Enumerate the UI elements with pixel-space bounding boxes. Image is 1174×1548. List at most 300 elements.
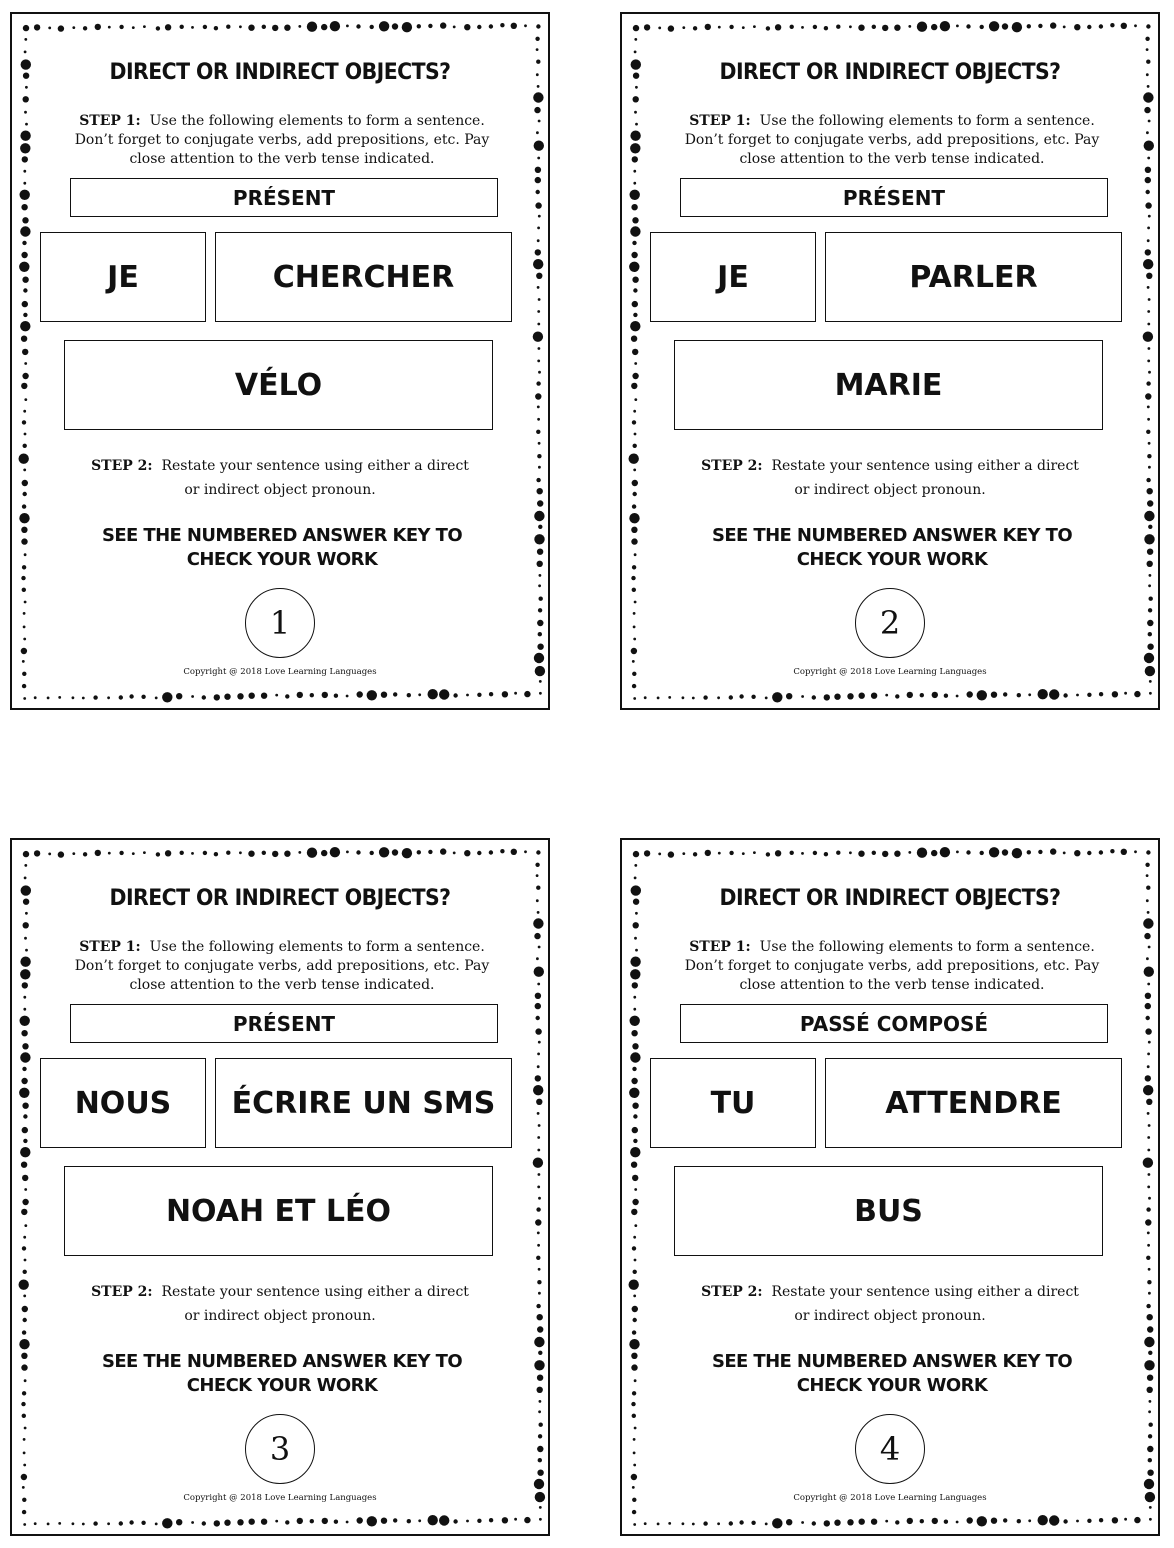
border-dot — [634, 51, 637, 54]
border-dot — [536, 899, 539, 902]
border-dot — [21, 885, 31, 895]
border-dot — [524, 691, 530, 697]
border-dot — [22, 1246, 26, 1250]
border-dot — [1149, 597, 1153, 601]
border-dot — [537, 418, 540, 421]
border-dot — [156, 26, 160, 30]
border-dot — [202, 1521, 206, 1525]
border-dot — [1147, 1149, 1150, 1152]
border-dot — [23, 1008, 26, 1011]
tense-box: PRÉSENT — [680, 178, 1108, 217]
border-dot — [107, 1522, 110, 1525]
border-dot — [629, 1339, 639, 1349]
step1-text: Use the following elements to form a sentence. Don’t forget to conjugate verbs, add prepositions, etc. Pay close attention to the verb tense indicated. — [74, 113, 490, 167]
subject-box: NOUS — [40, 1058, 206, 1148]
border-dot — [534, 141, 544, 151]
border-dot — [1145, 1003, 1151, 1009]
border-dot — [717, 1522, 720, 1525]
border-dot — [537, 239, 540, 242]
border-dot — [989, 21, 999, 31]
border-dot — [1087, 1519, 1091, 1523]
border-dot — [1148, 1173, 1151, 1176]
border-dot — [1146, 24, 1150, 28]
border-dot — [22, 373, 28, 379]
border-dot — [1074, 850, 1080, 856]
border-dot — [632, 1103, 638, 1109]
border-dot — [533, 92, 543, 102]
border-dot — [22, 684, 26, 688]
border-dot — [537, 983, 540, 986]
task-card-1 — [10, 12, 550, 710]
border-dot — [1149, 692, 1152, 695]
border-dot — [682, 26, 685, 29]
border-dot — [1146, 273, 1152, 279]
border-dot — [535, 249, 541, 255]
border-dot — [533, 1085, 543, 1095]
border-dot — [1038, 850, 1042, 854]
border-dot — [718, 852, 721, 855]
border-dot — [356, 850, 360, 854]
border-dot — [275, 694, 278, 697]
border-dot — [1144, 1337, 1154, 1347]
border-dot — [34, 696, 37, 699]
border-dot — [1146, 886, 1150, 890]
border-dot — [1147, 1053, 1150, 1056]
border-dot — [1147, 644, 1153, 650]
border-dot — [533, 1158, 543, 1168]
border-dot — [1145, 1028, 1151, 1034]
border-dot — [1146, 874, 1149, 877]
border-dot — [634, 362, 637, 365]
border-dot — [19, 454, 29, 464]
border-dot — [1147, 323, 1150, 326]
border-dot — [536, 273, 542, 279]
border-dot — [21, 1353, 27, 1359]
border-dot — [692, 1523, 695, 1526]
border-dot — [932, 692, 938, 698]
object-box: BUS — [674, 1166, 1103, 1256]
border-dot — [330, 21, 340, 31]
border-dot — [1145, 37, 1149, 41]
copyright: Copyright @ 2018 Love Learning Languages — [793, 1493, 987, 1503]
border-dot — [23, 1114, 27, 1118]
step2-instructions — [82, 1280, 478, 1328]
border-dot — [22, 1414, 26, 1418]
border-dot — [956, 695, 959, 698]
border-dot — [23, 182, 26, 185]
border-dot — [514, 1518, 517, 1521]
border-dot — [537, 1186, 540, 1189]
border-dot — [634, 398, 637, 401]
border-dot — [1143, 92, 1153, 102]
border-dot — [631, 538, 637, 544]
border-dot — [534, 511, 544, 521]
border-dot — [537, 620, 543, 626]
step2-instructions — [692, 454, 1088, 502]
border-dot — [944, 694, 948, 698]
border-dot — [812, 1521, 816, 1525]
border-dot — [93, 1521, 97, 1525]
border-dot — [34, 1522, 37, 1525]
border-dot — [1147, 239, 1150, 242]
border-dot — [534, 1360, 544, 1370]
border-dot — [1147, 500, 1153, 506]
border-dot — [729, 851, 733, 855]
border-dot — [668, 1522, 671, 1525]
border-dot — [23, 1464, 26, 1467]
border-dot — [1148, 466, 1151, 469]
border-dot — [22, 349, 28, 355]
border-dot — [20, 190, 30, 200]
border-dot — [1144, 511, 1154, 521]
border-dot — [393, 692, 397, 696]
border-dot — [537, 1314, 543, 1320]
border-dot — [535, 1075, 541, 1081]
border-dot — [20, 321, 30, 331]
border-dot — [633, 1295, 636, 1298]
border-dot — [24, 864, 27, 867]
border-dot — [537, 1375, 543, 1381]
border-dot — [1121, 849, 1127, 855]
border-dot — [634, 864, 637, 867]
border-dot — [632, 480, 638, 486]
border-dot — [224, 1520, 230, 1526]
border-dot — [537, 500, 543, 506]
border-dot — [537, 1470, 543, 1476]
border-dot — [22, 277, 28, 283]
border-dot — [1027, 24, 1031, 28]
border-dot — [19, 1339, 29, 1349]
border-dot — [1145, 993, 1151, 999]
border-dot — [20, 1147, 30, 1157]
border-dot — [346, 25, 349, 28]
border-dot — [1148, 525, 1152, 529]
border-dot — [1149, 1506, 1152, 1509]
border-dot — [631, 336, 637, 342]
border-dot — [1144, 107, 1150, 113]
border-dot — [226, 25, 230, 29]
border-dot — [165, 850, 171, 856]
border-dot — [966, 24, 970, 28]
border-dot — [537, 1112, 540, 1115]
border-dot — [1148, 442, 1151, 445]
border-dot — [536, 131, 539, 134]
border-dot — [24, 38, 27, 41]
border-dot — [108, 852, 111, 855]
border-dot — [634, 38, 637, 41]
border-dot — [22, 504, 26, 508]
border-dot — [203, 25, 207, 29]
border-dot — [214, 852, 218, 856]
border-dot — [176, 693, 182, 699]
border-dot — [262, 25, 266, 29]
border-dot — [21, 252, 27, 258]
border-dot — [83, 852, 87, 856]
step1-instructions — [682, 112, 1102, 169]
border-dot — [25, 949, 28, 952]
border-dot — [24, 1259, 27, 1262]
border-dot — [537, 323, 540, 326]
border-dot — [58, 851, 64, 857]
border-dot — [537, 227, 540, 230]
border-dot — [632, 660, 635, 663]
border-dot — [895, 694, 899, 698]
border-dot — [1147, 1314, 1153, 1320]
border-dot — [1148, 1458, 1152, 1462]
border-dot — [1143, 918, 1153, 928]
border-dot — [1146, 190, 1150, 194]
border-dot — [836, 25, 840, 29]
border-dot — [1134, 850, 1137, 853]
border-dot — [739, 694, 743, 698]
border-dot — [1147, 1375, 1153, 1381]
border-dot — [502, 1517, 508, 1523]
border-dot — [1143, 259, 1153, 269]
border-dot — [214, 1520, 220, 1526]
border-dot — [249, 1519, 255, 1525]
border-dot — [1147, 1446, 1153, 1452]
border-dot — [1050, 848, 1056, 854]
border-dot — [453, 852, 456, 855]
border-dot — [22, 480, 28, 486]
border-dot — [1144, 1479, 1154, 1489]
border-dot — [20, 957, 30, 967]
card-number: 3 — [245, 1414, 315, 1484]
border-dot — [632, 1067, 636, 1071]
border-dot — [119, 851, 123, 855]
border-dot — [1146, 1016, 1150, 1020]
border-dot — [1099, 24, 1103, 28]
border-dot — [535, 1028, 541, 1034]
border-dot — [143, 25, 146, 28]
border-dot — [239, 25, 242, 28]
border-dot — [191, 1521, 194, 1524]
border-dot — [214, 26, 218, 30]
border-dot — [141, 1521, 145, 1525]
border-dot — [631, 252, 637, 258]
border-dot — [1145, 393, 1151, 399]
border-dot — [23, 851, 29, 857]
border-dot — [1147, 1244, 1150, 1247]
border-dot — [535, 1219, 541, 1225]
border-dot — [95, 24, 101, 30]
border-dot — [539, 1506, 542, 1509]
border-dot — [156, 852, 160, 856]
border-dot — [630, 1052, 640, 1062]
border-dot — [298, 25, 301, 28]
border-dot — [824, 694, 830, 700]
border-dot — [739, 1520, 743, 1524]
border-dot — [1149, 574, 1152, 577]
border-dot — [1012, 22, 1022, 32]
border-dot — [321, 24, 327, 30]
border-dot — [634, 601, 637, 604]
border-dot — [72, 852, 75, 855]
border-dot — [1146, 73, 1149, 76]
border-dot — [1087, 851, 1091, 855]
border-dot — [47, 1523, 50, 1526]
border-dot — [180, 851, 184, 855]
border-dot — [634, 937, 637, 940]
border-dot — [539, 574, 542, 577]
border-dot — [751, 1521, 755, 1525]
border-dot — [1144, 967, 1154, 977]
border-dot — [261, 693, 267, 699]
border-dot — [297, 692, 303, 698]
border-dot — [20, 1016, 30, 1026]
task-card-3 — [10, 838, 550, 1536]
border-dot — [630, 957, 640, 967]
border-dot — [537, 549, 543, 555]
border-dot — [453, 1519, 457, 1523]
border-dot — [751, 695, 755, 699]
border-dot — [392, 849, 398, 855]
border-dot — [537, 1053, 540, 1056]
border-dot — [633, 469, 636, 472]
border-dot — [538, 584, 541, 587]
border-dot — [1145, 202, 1151, 208]
border-dot — [1143, 1158, 1153, 1168]
border-dot — [790, 851, 794, 855]
border-dot — [20, 131, 30, 141]
border-dot — [538, 1197, 541, 1200]
subject-box: JE — [40, 232, 206, 322]
border-dot — [25, 86, 28, 89]
border-dot — [1063, 1519, 1067, 1523]
border-dot — [1148, 946, 1151, 949]
border-dot — [23, 1270, 27, 1274]
border-dot — [956, 25, 959, 28]
border-dot — [1146, 381, 1150, 385]
border-dot — [23, 626, 26, 629]
border-dot — [1146, 1099, 1152, 1105]
border-dot — [631, 1474, 637, 1480]
verb-box: ÉCRIRE UN SMS — [215, 1058, 512, 1148]
border-dot — [632, 1246, 636, 1250]
border-dot — [537, 1326, 543, 1332]
border-dot — [1148, 584, 1151, 587]
border-dot — [533, 259, 543, 269]
border-dot — [322, 692, 328, 698]
border-dot — [630, 143, 640, 153]
border-dot — [1121, 23, 1127, 29]
border-dot — [108, 26, 111, 29]
border-dot — [21, 204, 27, 210]
border-dot — [682, 852, 685, 855]
border-dot — [535, 993, 541, 999]
border-dot — [634, 1379, 637, 1382]
border-dot — [633, 25, 639, 31]
border-dot — [633, 1008, 636, 1011]
border-dot — [632, 565, 636, 569]
border-dot — [21, 1402, 25, 1406]
border-dot — [453, 26, 456, 29]
border-dot — [23, 922, 29, 928]
border-dot — [524, 1517, 530, 1523]
border-dot — [1147, 418, 1150, 421]
step1-label: STEP 1: — [689, 113, 751, 129]
border-dot — [22, 1103, 28, 1109]
border-dot — [346, 1521, 349, 1524]
border-dot — [284, 851, 290, 857]
border-dot — [753, 25, 756, 28]
border-dot — [143, 851, 146, 854]
border-dot — [477, 25, 481, 29]
border-dot — [634, 553, 637, 556]
border-dot — [940, 21, 950, 31]
border-dot — [537, 1244, 540, 1247]
border-dot — [940, 847, 950, 857]
border-dot — [534, 1479, 544, 1489]
border-dot — [931, 24, 937, 30]
border-dot — [272, 851, 278, 857]
border-dot — [1146, 430, 1150, 434]
border-dot — [885, 694, 888, 697]
border-dot — [21, 1474, 27, 1480]
border-dot — [536, 1304, 540, 1308]
border-dot — [1147, 549, 1153, 555]
border-dot — [632, 1199, 638, 1205]
border-dot — [847, 693, 853, 699]
object-box: NOAH ET LÉO — [64, 1166, 493, 1256]
border-dot — [22, 660, 25, 663]
border-dot — [22, 1199, 28, 1205]
border-dot — [297, 1518, 303, 1524]
border-dot — [1147, 1470, 1153, 1476]
border-dot — [466, 1520, 469, 1523]
border-dot — [894, 25, 900, 31]
border-dot — [19, 1280, 29, 1290]
border-dot — [668, 696, 671, 699]
border-dot — [895, 1520, 899, 1524]
card-title: DIRECT OR INDIRECT OBJECTS? — [719, 60, 1061, 85]
border-dot — [428, 850, 432, 854]
border-dot — [907, 1518, 913, 1524]
border-dot — [417, 24, 421, 28]
border-dot — [632, 1510, 636, 1514]
border-dot — [1144, 653, 1154, 663]
border-dot — [633, 899, 639, 905]
border-dot — [21, 576, 25, 580]
border-dot — [24, 433, 27, 436]
border-dot — [535, 393, 541, 399]
border-dot — [1003, 1518, 1007, 1522]
border-dot — [1112, 691, 1118, 697]
border-dot — [176, 1519, 182, 1525]
border-dot — [237, 1519, 243, 1525]
border-dot — [237, 693, 243, 699]
border-dot — [536, 1016, 540, 1020]
border-dot — [537, 644, 543, 650]
border-dot — [1134, 1517, 1140, 1523]
step1-instructions — [72, 112, 492, 169]
border-dot — [357, 691, 363, 697]
border-dot — [1038, 1515, 1048, 1525]
step1-text: Use the following elements to form a sentence. Don’t forget to conjugate verbs, add prepositions, etc. Pay close attention to the verb tense indicated. — [684, 113, 1100, 167]
border-dot — [658, 27, 661, 30]
border-dot — [631, 648, 637, 654]
border-dot — [1074, 24, 1080, 30]
border-dot — [22, 1067, 26, 1071]
border-dot — [1049, 1515, 1059, 1525]
border-dot — [22, 1486, 25, 1489]
border-dot — [21, 527, 27, 533]
border-dot — [1147, 1280, 1151, 1284]
border-dot — [48, 853, 51, 856]
border-dot — [633, 73, 639, 79]
border-dot — [537, 85, 540, 88]
border-dot — [72, 696, 75, 699]
